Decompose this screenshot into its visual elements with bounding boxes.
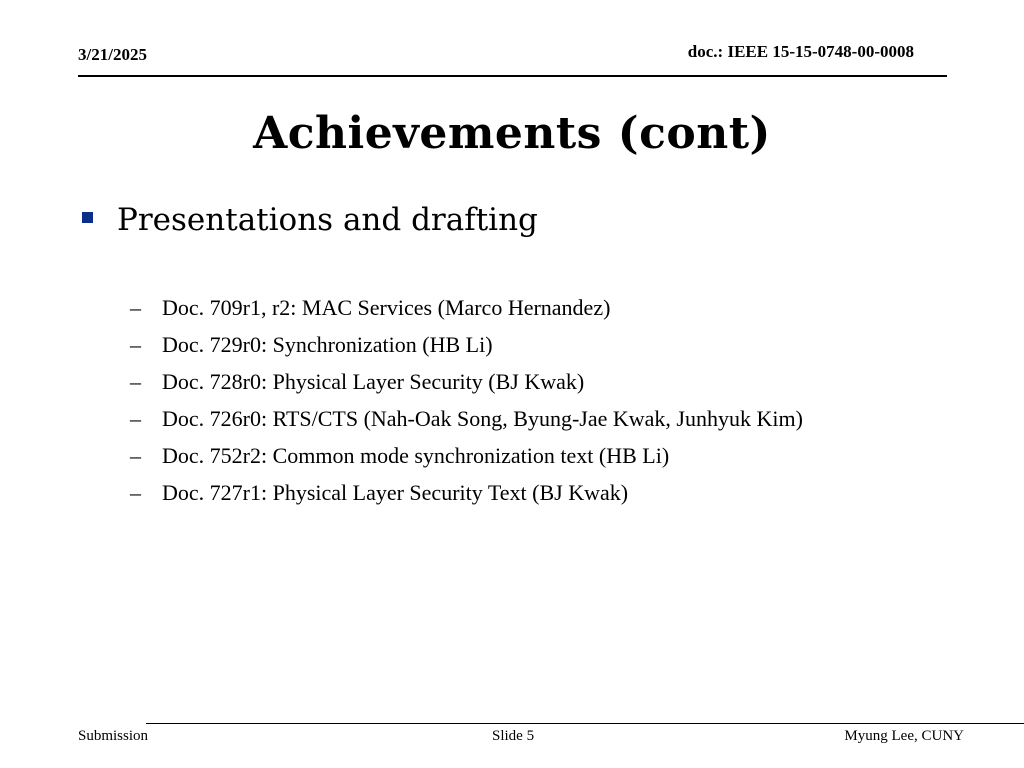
bullet-text: Presentations and drafting <box>117 202 538 238</box>
header-divider <box>78 75 947 77</box>
dash-bullet-icon: – <box>130 369 141 394</box>
sub-bullet-list <box>130 295 803 517</box>
sub-bullet-item <box>130 332 803 369</box>
header-doc-id: doc.: IEEE 15-15-0748-00-0008 <box>687 42 914 61</box>
dash-bullet-icon: – <box>130 406 141 431</box>
sub-bullet-item <box>130 443 803 480</box>
sub-bullet-text: Doc. 728r0: Physical Layer Security (BJ Kwak) <box>162 369 585 394</box>
sub-bullet-text: Doc. 729r0: Synchronization (HB Li) <box>162 332 493 357</box>
header-date: 3/21/2025 <box>78 45 147 64</box>
sub-bullet-text: Doc. 752r2: Common mode synchronization text (HB Li) <box>162 443 670 468</box>
sub-bullet-item <box>130 295 803 332</box>
sub-bullet-item <box>130 369 803 406</box>
sub-bullet-text: Doc. 709r1, r2: MAC Services (Marco Hernandez) <box>162 295 611 320</box>
square-bullet-icon <box>82 212 93 223</box>
dash-bullet-icon: – <box>130 480 141 505</box>
footer-divider <box>146 723 1024 724</box>
sub-bullet-text: Doc. 727r1: Physical Layer Security Text (BJ Kwak) <box>162 480 629 505</box>
sub-bullet-text: Doc. 726r0: RTS/CTS (Nah-Oak Song, Byung-Jae Kwak, Junhyuk Kim) <box>162 406 803 431</box>
dash-bullet-icon: – <box>130 332 141 357</box>
sub-bullet-item <box>130 480 803 517</box>
footer-submission: Submission <box>78 728 149 744</box>
dash-bullet-icon: – <box>130 295 141 320</box>
footer-slide-number: Slide 5 <box>492 728 535 744</box>
slide-title: Achievements (cont) <box>253 108 771 159</box>
footer-author: Myung Lee, CUNY <box>844 728 964 744</box>
dash-bullet-icon: – <box>130 443 141 468</box>
sub-bullet-item <box>130 406 803 443</box>
bullet-item <box>82 202 538 238</box>
